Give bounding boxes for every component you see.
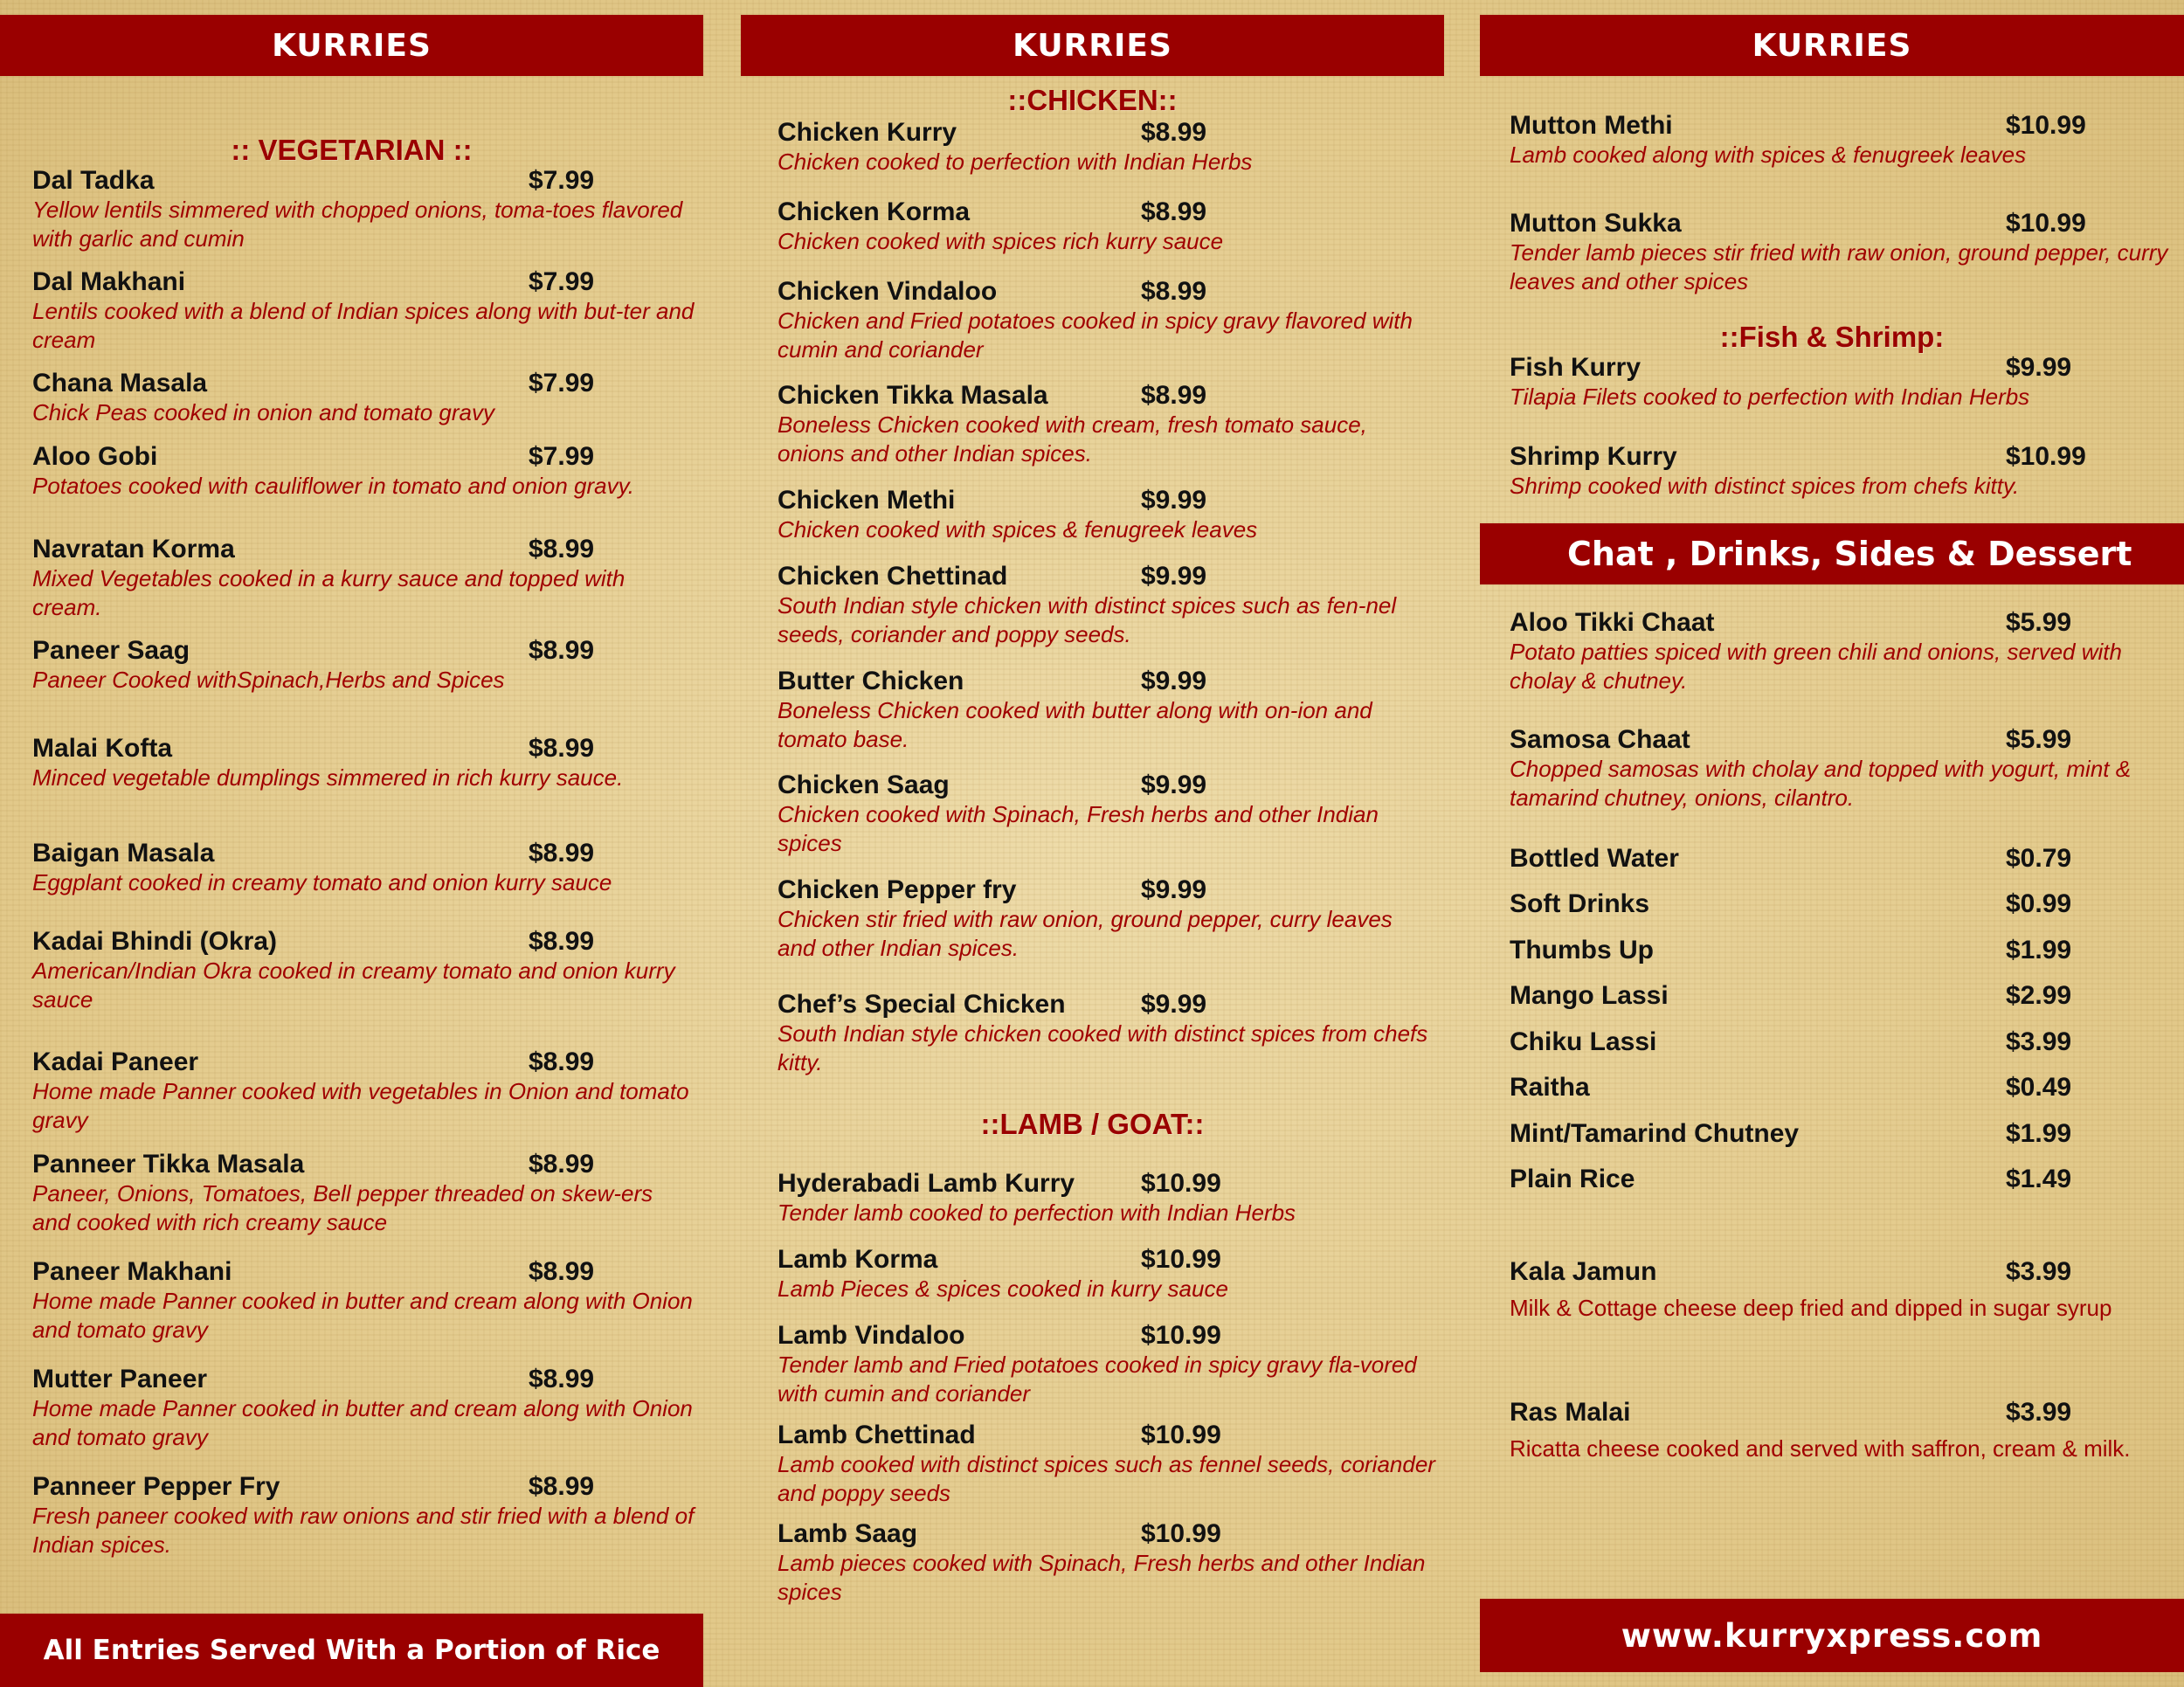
menu-item [778,875,1435,963]
item-price: $10.99 [2006,442,2086,471]
item-price: $9.99 [1141,771,1207,799]
item-price: $10.99 [1141,1421,1221,1449]
item-price: $5.99 [2006,608,2072,637]
item-description: Boneless Chicken cooked with butter along with on-ion and tomato base. [778,697,1372,752]
dessert-item [1510,1257,2179,1325]
item-name: Lamb Vindaloo [778,1321,965,1350]
item-description: Chick Peas cooked in onion and tomato gravy [32,399,494,425]
item-description: Tilapia Filets cooked to perfection with Indian Herbs [1510,384,2030,410]
menu-item [778,1421,1435,1508]
item-price: $8.99 [1141,118,1207,147]
menu-item [32,927,695,1014]
menu-item [778,486,1435,544]
item-name: Dal Tadka [32,166,155,195]
item-price: $8.99 [529,535,595,563]
menu-item [1510,442,2179,501]
item-description: Lamb Pieces & spices cooked in kurry sauce [778,1276,1228,1302]
item-name: Chef’s Special Chicken [778,990,1066,1019]
item-description: Lamb cooked with distinct spices such as fennel seeds, coriander and poppy seeds [778,1451,1435,1506]
item-price: $0.49 [2006,1073,2072,1102]
item-price: $8.99 [529,734,595,763]
drink-item [1510,1119,2179,1151]
section-header-chat-drinks: Chat , Drinks, Sides & Dessert [1480,523,2184,584]
item-name: Aloo Tikki Chaat [1510,608,1715,637]
item-price: $10.99 [2006,111,2086,140]
menu-item [778,381,1435,468]
menu-item [778,667,1435,754]
drink-item [1510,844,2179,875]
drink-item [1510,981,2179,1013]
item-price: $8.99 [529,1257,595,1286]
menu-item [778,1321,1435,1408]
item-description: Milk & Cottage cheese deep fried and dipped in sugar syrup [1510,1295,2112,1321]
item-name: Chicken Korma [778,197,971,226]
menu-item [32,1472,695,1559]
item-description: Paneer, Onions, Tomatoes, Bell pepper threaded on skew-ers and cooked with rich creamy sauce [32,1180,653,1235]
item-description: Lentils cooked with a blend of Indian spices along with but-ter and cream [32,298,695,353]
section-title-vegetarian: :: VEGETARIAN :: [231,134,473,166]
menu-item [32,369,695,427]
menu-column-vegetarian [0,0,703,1687]
item-name: Chicken Methi [778,486,956,515]
item-name: Kadai Paneer [32,1047,199,1076]
item-price: $10.99 [2006,209,2086,238]
item-name: Chicken Pepper fry [778,875,1017,904]
item-price: $3.99 [2006,1027,2072,1056]
menu-item [778,562,1435,649]
item-name: Shrimp Kurry [1510,442,1677,471]
item-name: Lamb Chettinad [778,1421,976,1449]
drink-item [1510,1073,2179,1104]
item-name: Chicken Kurry [778,118,957,147]
item-name: Paneer Saag [32,636,190,665]
item-description: Lamb cooked along with spices & fenugreek leaves [1510,142,2027,168]
item-description: Chicken cooked with spices rich kurry sauce [778,228,1224,254]
item-description: Potato patties spiced with green chili and onions, served with cholay & chutney. [1510,639,2122,694]
menu-item [778,1169,1435,1227]
menu-item [32,442,695,501]
item-name: Samosa Chaat [1510,725,1690,754]
menu-item [778,277,1435,364]
item-name: Thumbs Up [1510,936,1654,964]
item-price: $7.99 [529,369,595,398]
menu-item [32,1150,695,1237]
item-price: $8.99 [529,1047,595,1076]
menu-item [32,535,695,622]
menu-item [32,1257,695,1345]
item-name: Dal Makhani [32,267,186,296]
menu-item [1510,353,2179,411]
item-name: Butter Chicken [778,667,964,695]
item-name: Chicken Vindaloo [778,277,998,306]
item-price: $9.99 [1141,562,1207,591]
item-description: Yellow lentils simmered with chopped onions, toma-toes flavored with garlic and cumin [32,197,683,252]
item-name: Soft Drinks [1510,889,1650,918]
item-name: Hyderabadi Lamb Kurry [778,1169,1075,1198]
menu-item [778,771,1435,858]
item-name: Ras Malai [1510,1398,1631,1427]
item-name: Mutter Paneer [32,1365,208,1393]
menu-item [32,636,695,695]
menu-item [778,990,1435,1077]
menu-item [1510,608,2179,695]
item-name: Lamb Korma [778,1245,938,1274]
menu-item [778,1245,1435,1303]
item-price: $8.99 [529,1472,595,1501]
item-description: Chicken and Fried potatoes cooked in spicy gravy flavored with cumin and coriander [778,308,1413,363]
drink-item [1510,1027,2179,1059]
item-name: Mutton Sukka [1510,209,1682,238]
item-name: Bottled Water [1510,844,1679,873]
menu-item [32,1047,695,1135]
item-name: Raitha [1510,1073,1590,1102]
drink-item [1510,1165,2179,1196]
item-description: Chicken cooked to perfection with Indian Herbs [778,149,1253,175]
item-price: $8.99 [1141,197,1207,226]
item-price: $8.99 [529,1150,595,1179]
footer-website[interactable]: www.kurryxpress.com [1480,1599,2184,1672]
item-description: Eggplant cooked in creamy tomato and onion kurry sauce [32,869,612,895]
item-description: Fresh paneer cooked with raw onions and stir fried with a blend of Indian spices. [32,1503,695,1558]
item-description: Boneless Chicken cooked with cream, fresh tomato sauce, onions and other Indian spices. [778,411,1367,467]
drink-item [1510,936,2179,967]
section-title-lamb: ::LAMB / GOAT:: [980,1108,1205,1140]
item-description: Chicken cooked with spices & fenugreek leaves [778,516,1258,543]
drink-item [1510,889,2179,921]
menu-item [1510,209,2179,296]
section-title-chicken: ::CHICKEN:: [1007,84,1178,116]
menu-item [32,1365,695,1452]
item-name: Chiku Lassi [1510,1027,1657,1056]
item-name: Mint/Tamarind Chutney [1510,1119,1800,1148]
item-name: Chicken Chettinad [778,562,1008,591]
menu-item [32,734,695,792]
item-description: Home made Panner cooked in butter and cream along with Onion and tomato gravy [32,1288,693,1343]
item-price: $9.99 [1141,667,1207,695]
menu-item [1510,725,2179,812]
item-name: Chicken Tikka Masala [778,381,1048,410]
item-description: South Indian style chicken cooked with distinct spices from chefs kitty. [778,1020,1428,1075]
item-name: Baigan Masala [32,839,215,868]
footer-rice-note: All Entries Served With a Portion of Rice [0,1614,703,1687]
item-name: Chana Masala [32,369,208,398]
menu-item [32,267,695,355]
column-header: KURRIES [1480,15,2184,76]
item-price: $8.99 [1141,277,1207,306]
column-header: KURRIES [0,15,703,76]
menu-item [778,118,1435,176]
item-name: Panneer Tikka Masala [32,1150,305,1179]
item-description: Home made Panner cooked in butter and cream along with Onion and tomato gravy [32,1395,693,1450]
item-description: American/Indian Okra cooked in creamy tomato and onion kurry sauce [32,958,675,1013]
item-description: Tender lamb and Fried potatoes cooked in spicy gravy fla-vored with cumin and coriander [778,1352,1417,1407]
menu-item [32,166,695,253]
item-price: $7.99 [529,267,595,296]
item-price: $8.99 [529,636,595,665]
item-price: $9.99 [2006,353,2072,382]
item-price: $9.99 [1141,486,1207,515]
item-name: Navratan Korma [32,535,235,563]
menu-item [778,197,1435,256]
item-price: $3.99 [2006,1257,2072,1286]
item-description: Tender lamb cooked to perfection with Indian Herbs [778,1200,1296,1226]
item-description: Ricatta cheese cooked and served with saffron, cream & milk. [1510,1435,2131,1462]
item-price: $8.99 [1141,381,1207,410]
menu-column-chicken-lamb [741,0,1444,1687]
item-price: $8.99 [529,839,595,868]
item-price: $2.99 [2006,981,2072,1010]
item-price: $7.99 [529,442,595,471]
dessert-item [1510,1398,2179,1466]
item-name: Mutton Methi [1510,111,1673,140]
item-price: $1.99 [2006,1119,2072,1148]
item-price: $10.99 [1141,1245,1221,1274]
item-price: $1.99 [2006,936,2072,964]
item-description: Shrimp cooked with distinct spices from chefs kitty. [1510,473,2020,499]
item-price: $0.79 [2006,844,2072,873]
item-price: $8.99 [529,927,595,956]
item-description: Minced vegetable dumplings simmered in rich kurry sauce. [32,764,624,791]
item-name: Kala Jamun [1510,1257,1657,1286]
item-name: Paneer Makhani [32,1257,232,1286]
item-price: $10.99 [1141,1519,1221,1548]
item-price: $8.99 [529,1365,595,1393]
item-name: Lamb Saag [778,1519,918,1548]
menu-item [1510,111,2179,169]
item-name: Chicken Saag [778,771,950,799]
item-description: South Indian style chicken with distinct spices such as fen-nel seeds, coriander and poppy seeds. [778,592,1397,647]
item-price: $10.99 [1141,1321,1221,1350]
item-description: Mixed Vegetables cooked in a kurry sauce and topped with cream. [32,565,625,620]
item-name: Panneer Pepper Fry [32,1472,280,1501]
item-price: $10.99 [1141,1169,1221,1198]
menu-column-mutton-seafood-sides [1480,0,2184,1687]
item-description: Chicken cooked with Spinach, Fresh herbs and other Indian spices [778,801,1379,856]
menu-item [778,1519,1435,1607]
item-description: Paneer Cooked withSpinach,Herbs and Spices [32,667,505,693]
section-title-fish-shrimp: ::Fish & Shrimp: [1719,321,1945,353]
item-name: Plain Rice [1510,1165,1635,1193]
item-description: Lamb pieces cooked with Spinach, Fresh herbs and other Indian spices [778,1550,1426,1605]
item-description: Home made Panner cooked with vegetables in Onion and tomato gravy [32,1078,689,1133]
item-price: $9.99 [1141,990,1207,1019]
column-header: KURRIES [741,15,1444,76]
item-description: Chopped samosas with cholay and topped with yogurt, mint & tamarind chutney, onions, cilantro. [1510,756,2132,811]
item-price: $9.99 [1141,875,1207,904]
item-price: $0.99 [2006,889,2072,918]
item-name: Malai Kofta [32,734,173,763]
item-name: Aloo Gobi [32,442,158,471]
item-description: Potatoes cooked with cauliflower in tomato and onion gravy. [32,473,634,499]
item-name: Mango Lassi [1510,981,1669,1010]
item-name: Kadai Bhindi (Okra) [32,927,278,956]
menu-item [32,839,695,897]
item-price: $7.99 [529,166,595,195]
item-price: $1.49 [2006,1165,2072,1193]
item-description: Chicken stir fried with raw onion, ground pepper, curry leaves and other Indian spices. [778,906,1393,961]
item-name: Fish Kurry [1510,353,1641,382]
item-description: Tender lamb pieces stir fried with raw onion, ground pepper, curry leaves and other spices [1510,239,2168,294]
item-price: $3.99 [2006,1398,2072,1427]
item-price: $5.99 [2006,725,2072,754]
